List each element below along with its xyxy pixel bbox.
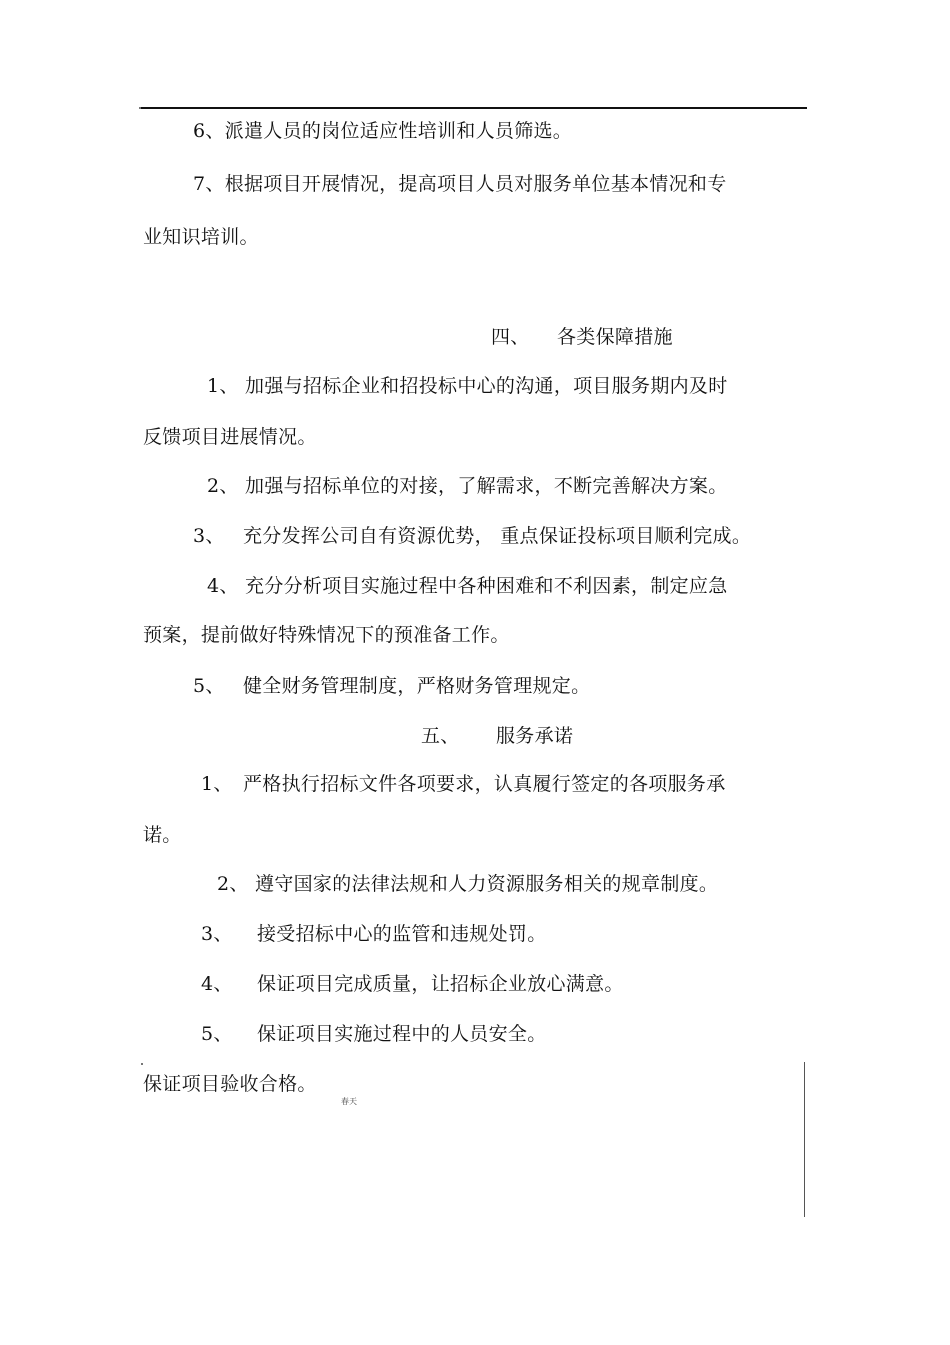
commitment-item-1-text: 严格执行招标文件各项要求，认真履行签定的各项服务承 (243, 773, 726, 795)
item-7-line2: 业知识培训。 (143, 226, 259, 248)
section-4-title: 各类保障措施 (557, 326, 673, 348)
commitment-item-5-text: 保证项目实施过程中的人员安全。 (257, 1023, 547, 1045)
commitment-item-4-text: 保证项目完成质量，让招标企业放心满意。 (257, 973, 624, 995)
section-5-number: 五、 (421, 725, 460, 747)
guarantee-item-5-text: 健全财务管理制度，严格财务管理规定。 (243, 675, 591, 697)
corner-dot (139, 107, 141, 109)
footer-mark: 春天 (341, 1097, 357, 1106)
item-7-line1: 7、根据项目开展情况，提高项目人员对服务单位基本情况和专 (193, 173, 727, 195)
commitment-item-5-number: 5、 (201, 1023, 233, 1045)
closing-line: 保证项目验收合格。 (143, 1073, 317, 1095)
guarantee-item-1-line2: 反馈项目进展情况。 (143, 426, 317, 448)
section-4-number: 四、 (491, 326, 530, 348)
commitment-item-3-text: 接受招标中心的监管和违规处罚。 (257, 923, 547, 945)
guarantee-item-3-number: 3、 (193, 525, 225, 547)
section-5-title: 服务承诺 (496, 725, 574, 747)
commitment-item-3-number: 3、 (201, 923, 233, 945)
guarantee-item-3-text: 充分发挥公司自有资源优势， 重点保证投标项目顺利完成。 (243, 525, 752, 547)
right-margin-rule (804, 1062, 805, 1217)
item-6: 6、派遣人员的岗位适应性培训和人员筛选。 (193, 120, 573, 142)
margin-dot (141, 1063, 143, 1065)
commitment-item-2: 2、 遵守国家的法律法规和人力资源服务相关的规章制度。 (217, 873, 719, 895)
commitment-item-1-number: 1、 (201, 773, 233, 795)
guarantee-item-4-line1: 4、 充分分析项目实施过程中各种困难和不利因素，制定应急 (207, 575, 728, 597)
guarantee-item-4-line2: 预案，提前做好特殊情况下的预准备工作。 (143, 624, 510, 646)
commitment-item-4-number: 4、 (201, 973, 233, 995)
guarantee-item-5-number: 5、 (193, 675, 225, 697)
top-rule (141, 107, 807, 109)
guarantee-item-2: 2、 加强与招标单位的对接，了解需求，不断完善解决方案。 (207, 475, 728, 497)
guarantee-item-1-line1: 1、 加强与招标企业和招投标中心的沟通，项目服务期内及时 (207, 375, 728, 397)
commitment-item-1-line2: 诺。 (143, 824, 182, 846)
